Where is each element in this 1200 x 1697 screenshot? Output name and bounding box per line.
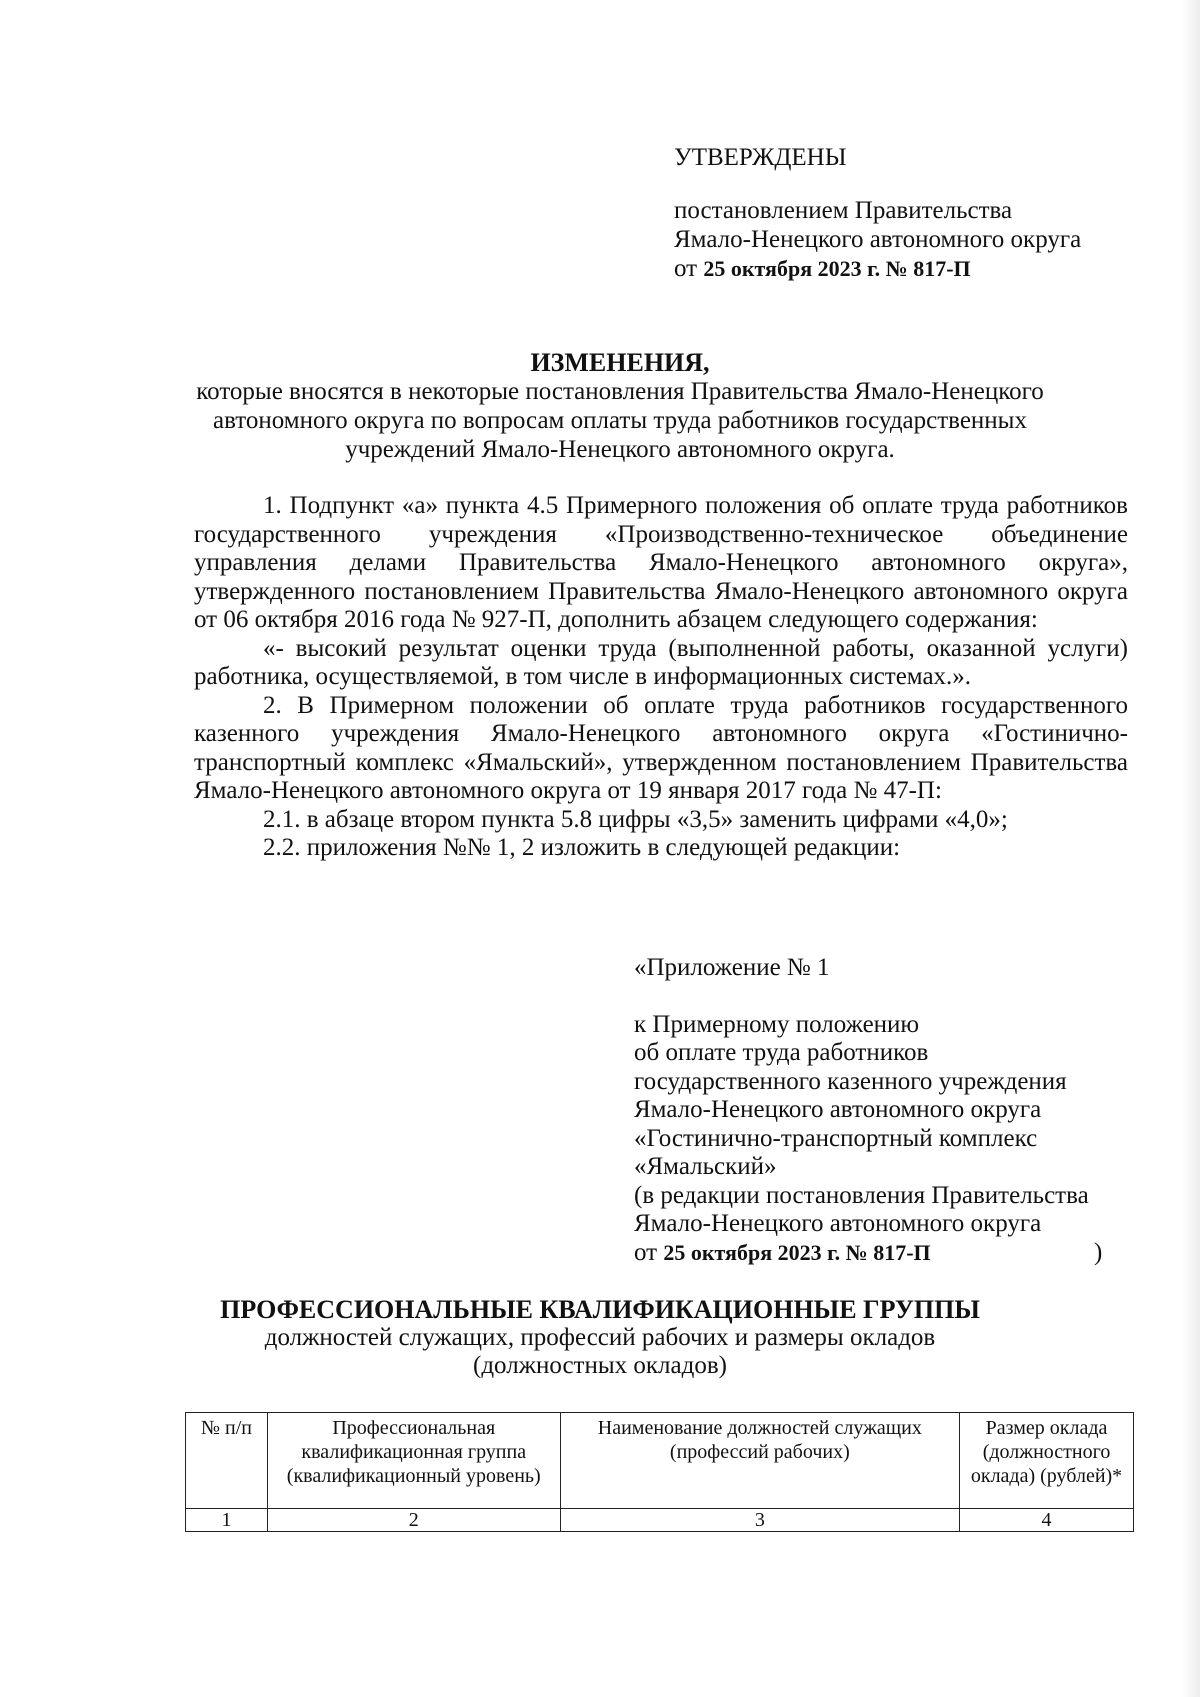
table-header-cell: Профессиональная квалификационная группа (квалификационный уровень): [267, 1413, 560, 1509]
annex-gap: [634, 983, 1154, 1011]
changes-title-block: [180, 348, 1060, 464]
paragraph-5: 2.2. приложения №№ 1, 2 изложить в следующей редакции:: [263, 834, 901, 861]
changes-subtitle-line: учреждений Ямало-Ненецкого автономного округа.: [345, 436, 895, 463]
approval-date: [674, 254, 1081, 283]
approval-date-number: 25 октября 2023 г. № 817-П: [703, 256, 971, 281]
annex-date-prefix: от: [634, 1238, 658, 1266]
annex-closing-paren: ): [1094, 1238, 1103, 1266]
pkg-title: ПРОФЕССИОНАЛЬНЫЕ КВАЛИФИКАЦИОННЫЕ ГРУППЫ: [220, 1295, 980, 1324]
approval-heading: УТВЕРЖДЕНЫ: [674, 144, 847, 171]
pkg-subtitle-line: (должностных окладов): [473, 1352, 727, 1379]
annex-title: «Приложение № 1: [634, 954, 830, 981]
annex-line: «Гостинично-транспортный комплекс: [634, 1124, 1038, 1152]
annex-block: [634, 954, 1154, 1267]
changes-title: ИЗМЕНЕНИЯ,: [530, 348, 710, 377]
annex-line: Ямало-Ненецкого автономного округа: [634, 1096, 1042, 1123]
paragraph-1: 1. Подпункт «а» пункта 4.5 Примерного положения об оплате труда работников государственного учреждения «Производственно-техническое объединение управления делами Правительства Ямало-Ненецкого автономного округа», утвержденного постановлением Правительства Ямало-Ненецкого автономного округа от 06 октября 2016 года № 927-П, дополнить абзацем следующего содержания:: [194, 492, 1128, 633]
paragraph-3: 2. В Примерном положении об оплате труда работников государственного казенного учреждения Ямало-Ненецкого автономного округа «Гостинично-транспортный комплекс «Ямальский», утвержденном постановлением Правительства Ямало-Ненецкого автономного округа от 19 января 2017 года № 47-П:: [194, 691, 1128, 804]
annex-line: об оплате труда работников: [634, 1039, 929, 1066]
table-header-cell: Размер оклада (должностного оклада) (рублей)*: [960, 1413, 1134, 1509]
table-column-number: 3: [560, 1509, 959, 1532]
changes-subtitle-line: автономного округа по вопросам оплаты труда работников государственных: [213, 407, 1027, 434]
annex-line: Ямало-Ненецкого автономного округа: [634, 1210, 1042, 1237]
annex-date: [634, 1239, 1154, 1268]
table-header-row: [186, 1413, 1134, 1509]
annex-line: «Ямальский»: [634, 1153, 777, 1180]
table-header-cell: Наименование должностей служащих (профессий рабочих): [560, 1413, 959, 1509]
table-row: [186, 1509, 1134, 1532]
document-body: [194, 492, 1128, 863]
pkg-heading-block: [160, 1296, 1040, 1380]
table-column-number: 2: [267, 1509, 560, 1532]
approval-block: [674, 143, 1081, 283]
annex-date-number: 25 октября 2023 г. № 817-П: [663, 1239, 931, 1265]
table-header-cell: № п/п: [186, 1413, 268, 1509]
paragraph-2: «- высокий результат оценки труда (выполненной работы, оказанной услуги) работника, осуществляемой, в том числе в информационных системах.».: [194, 634, 1128, 690]
paragraph-4: 2.1. в абзаце втором пункта 5.8 цифры «3,5» заменить цифрами «4,0»;: [263, 805, 1008, 833]
table-column-number: 4: [960, 1509, 1134, 1532]
table-column-number: 1: [186, 1509, 268, 1532]
page-edge-shadow: [1182, 0, 1200, 1697]
approval-line: Ямало-Ненецкого автономного округа: [674, 226, 1082, 253]
annex-line: к Примерному положению: [634, 1010, 920, 1038]
pkg-subtitle-line: должностей служащих, профессий рабочих и размеры окладов: [264, 1324, 936, 1351]
salary-table: [185, 1412, 1134, 1532]
approval-line: постановлением Правительства: [674, 197, 1013, 224]
annex-line: государственного казенного учреждения: [634, 1067, 1067, 1095]
changes-subtitle-line: которые вносятся в некоторые постановления Правительства Ямало-Ненецкого: [196, 378, 1044, 405]
annex-line: (в редакции постановления Правительства: [634, 1181, 1089, 1209]
approval-date-prefix: от: [674, 255, 698, 282]
